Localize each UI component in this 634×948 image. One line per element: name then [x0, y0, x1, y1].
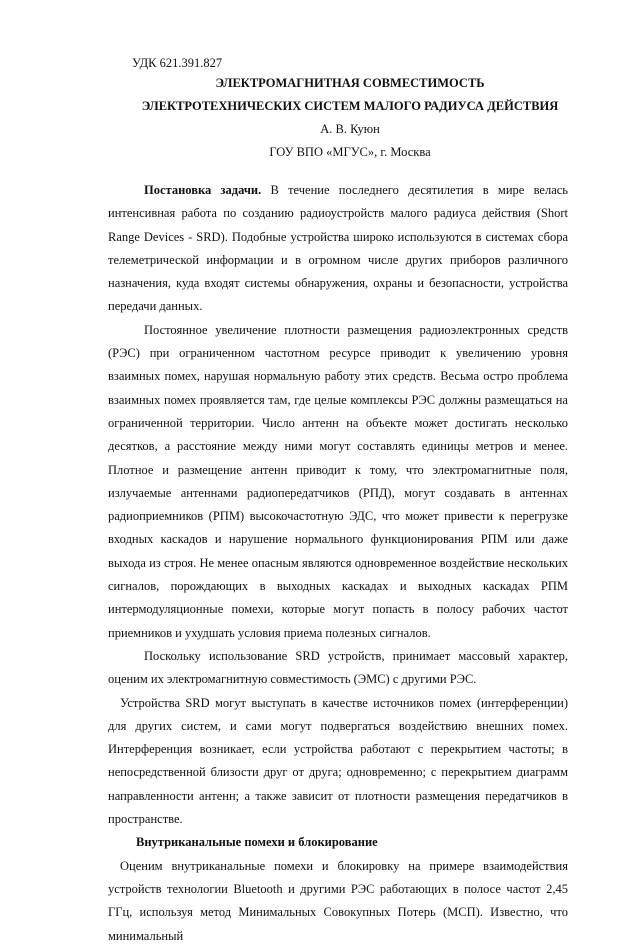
paragraph-2: Постоянное увеличение плотности размещения радиоэлектронных средств (РЭС) при ограниченном частотном ресурсе приводит к увеличению уровня взаимных помех, нарушая нормальную работу этих средств. Весьма остро проблема взаимных помех проявляется там, где целые комплексы РЭС должны размещаться на ограниченной территории. Число антенн на объекте может достигать несколько десятков, а расстояние между ними могут составлять единицы метров и менее. Плотное и размещение антенн приводит к тому, что электромагнитные поля, излучаемые антеннами радиопередатчиков (РПД), могут создавать в антеннах радиоприемников (РПМ) высокочастотную ЭДС, что может привести к перегрузке входных каскадов и нарушение нормального функционирования РПМ или даже выхода из строя. Не менее опасным являются одновременное воздействие нескольких сигналов, порождающих в выходных каскадах и выходных каскадах РПМ интермодуляционные помехи, которые могут попасть в полосу рабочих частот приемников и ухудшать условия приема полезных сигналов. — [108, 322, 568, 640]
section-heading: Внутриканальные помехи и блокирование — [136, 835, 378, 850]
paragraph-5: Оценим внутриканальные помехи и блокировку на примере взаимодействия устройств технологии Bluetooth и другими РЭС работающих в полосе частот 2,45 ГГц, используя метод Минимальных Совокупных Потерь (МСП). Известно, что минимальный — [108, 858, 568, 943]
paragraph-1 — [108, 179, 568, 319]
title-line-2: ЭЛЕКТРОТЕХНИЧЕСКИХ СИСТЕМ МАЛОГО РАДИУСА ДЕЙСТВИЯ — [141, 99, 559, 113]
paragraph-4: Устройства SRD могут выступать в качестве источников помех (интерференции) для других систем, и сами могут подвергаться воздействию внешних помех. Интерференция возникает, если устройства работают с перекрытием частоты; в непосредственной близости друг от друга; одновременно; с перекрытием диаграмм направленности антенн; а также зависит от плотности размещения передатчиков в пространстве. — [108, 695, 568, 827]
affiliation: ГОУ ВПО «МГУС», г. Москва — [269, 145, 431, 159]
title-line-1: ЭЛЕКТРОМАГНИТНАЯ СОВМЕСТИМОСТЬ — [215, 76, 485, 90]
body-text — [108, 179, 568, 948]
author: А. В. Куюн — [320, 122, 380, 136]
paragraph-3: Поскольку использование SRD устройств, принимает массовый характер, оценим их электромагнитную совместимость (ЭМС) с другими РЭС. — [108, 648, 568, 687]
udk-code: УДК 621.391.827 — [132, 56, 223, 70]
paragraph-1-text: В течение последнего десятилетия в мире велась интенсивная работа по созданию радиоустройств малого радиуса действия (Short Range Devices - SRD). Подобные устройства широко используются в системах сбора телеметрической информации и в огромном числе других приборов различного назначения, куда входят системы обнаружения, охраны и безопасности, устройства передачи данных. — [108, 183, 568, 314]
problem-statement-lead: Постановка задачи. — [144, 183, 262, 197]
